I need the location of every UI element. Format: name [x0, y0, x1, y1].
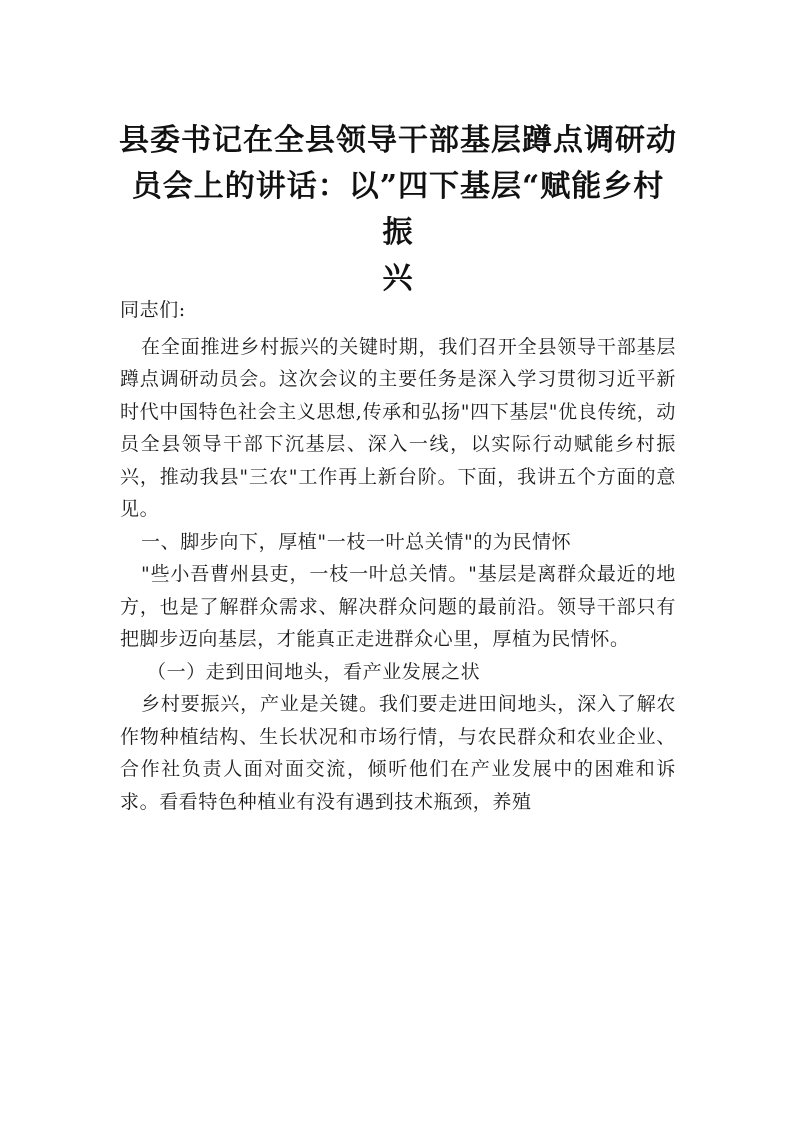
paragraph: "些小吾曹州县吏，一枝一叶总关情。"基层是离群众最近的地方，也是了解群众需求、解决群众问题的最前沿。领导干部只有把脚步迈向基层，才能真正走进群众心里，厚植为民情怀。 — [120, 563, 676, 650]
document-title — [118, 118, 678, 302]
title-line: 员会上的讲话：以”四下基层“赋能乡村振 — [131, 169, 665, 250]
paragraph-intro: 在全面推进乡村振兴的关键时期，我们召开全县领导干部基层蹲点调研动员会。这次会议的主要任务是深入学习贯彻习近平新时代中国特色社会主义思想,传承和弘扬"四下基层"优良传统，动员全县领导干部下沉基层、深入一线，以实际行动赋能乡村振兴，推动我县"三农"工作再上新台阶。下面，我讲五个方面的意见。 — [120, 335, 676, 520]
title-line: 兴 — [382, 261, 414, 296]
section-heading: 一、脚步向下，厚植"一枝一叶总关情"的为民情怀 — [141, 530, 572, 553]
subsection-heading: （一）走到田间地头，看产业发展之状 — [147, 660, 481, 683]
title-line: 县委书记在全县领导干部基层蹲点调研动 — [119, 123, 677, 158]
greeting: 同志们: — [120, 299, 186, 321]
document-body — [120, 294, 676, 818]
paragraph: 乡村要振兴，产业是关键。我们要走进田间地头，深入了解农作物种植结构、生长状况和市场行情，与农民群众和农业企业、合作社负责人面对面交流，倾听他们在产业发展中的困难和诉求。看看特色种植业有没有遇到技术瓶颈，养殖 — [120, 693, 676, 813]
